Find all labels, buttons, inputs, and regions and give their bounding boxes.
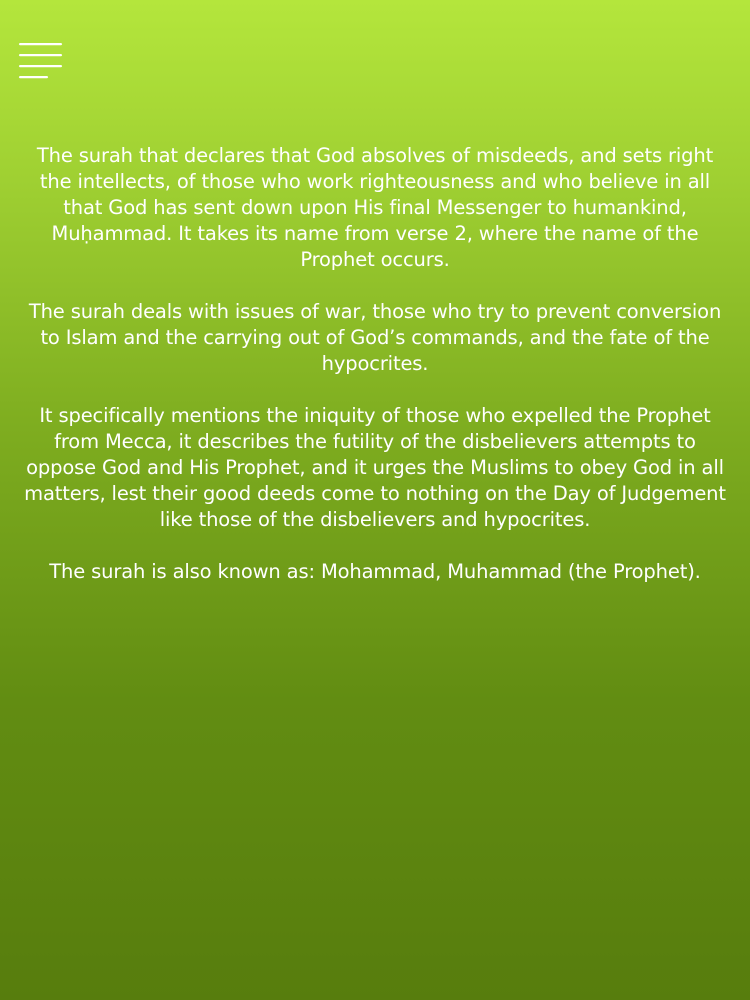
description-paragraph-3: It specifically mentions the iniquity of those who expelled the Prophet from Mecca, it describes the futility of the disbelievers attempts to oppose God and His Prophet, and it urges the Muslims to obey God in all matters, lest their good deeds come to nothing on the Day of Judgement like those of the disbelievers and hypocrites.: [24, 404, 726, 531]
hamburger-menu-icon: [18, 42, 64, 80]
description-paragraph-4: The surah is also known as: Mohammad, Muhammad (the Prophet).: [49, 560, 701, 583]
menu-button[interactable]: [18, 42, 64, 80]
description-paragraph-2: The surah deals with issues of war, those who try to prevent conversion to Islam and the carrying out of God’s commands, and the fate of the hypocrites.: [28, 300, 722, 375]
surah-description: [24, 143, 726, 611]
description-paragraph-1: The surah that declares that God absolves of misdeeds, and sets right the intellects, of those who work righteousness and who believe in all that God has sent down upon His final Messenger to humankind, Muḥammad. It takes its name from verse 2, where the name of the Prophet occurs.: [36, 144, 714, 271]
